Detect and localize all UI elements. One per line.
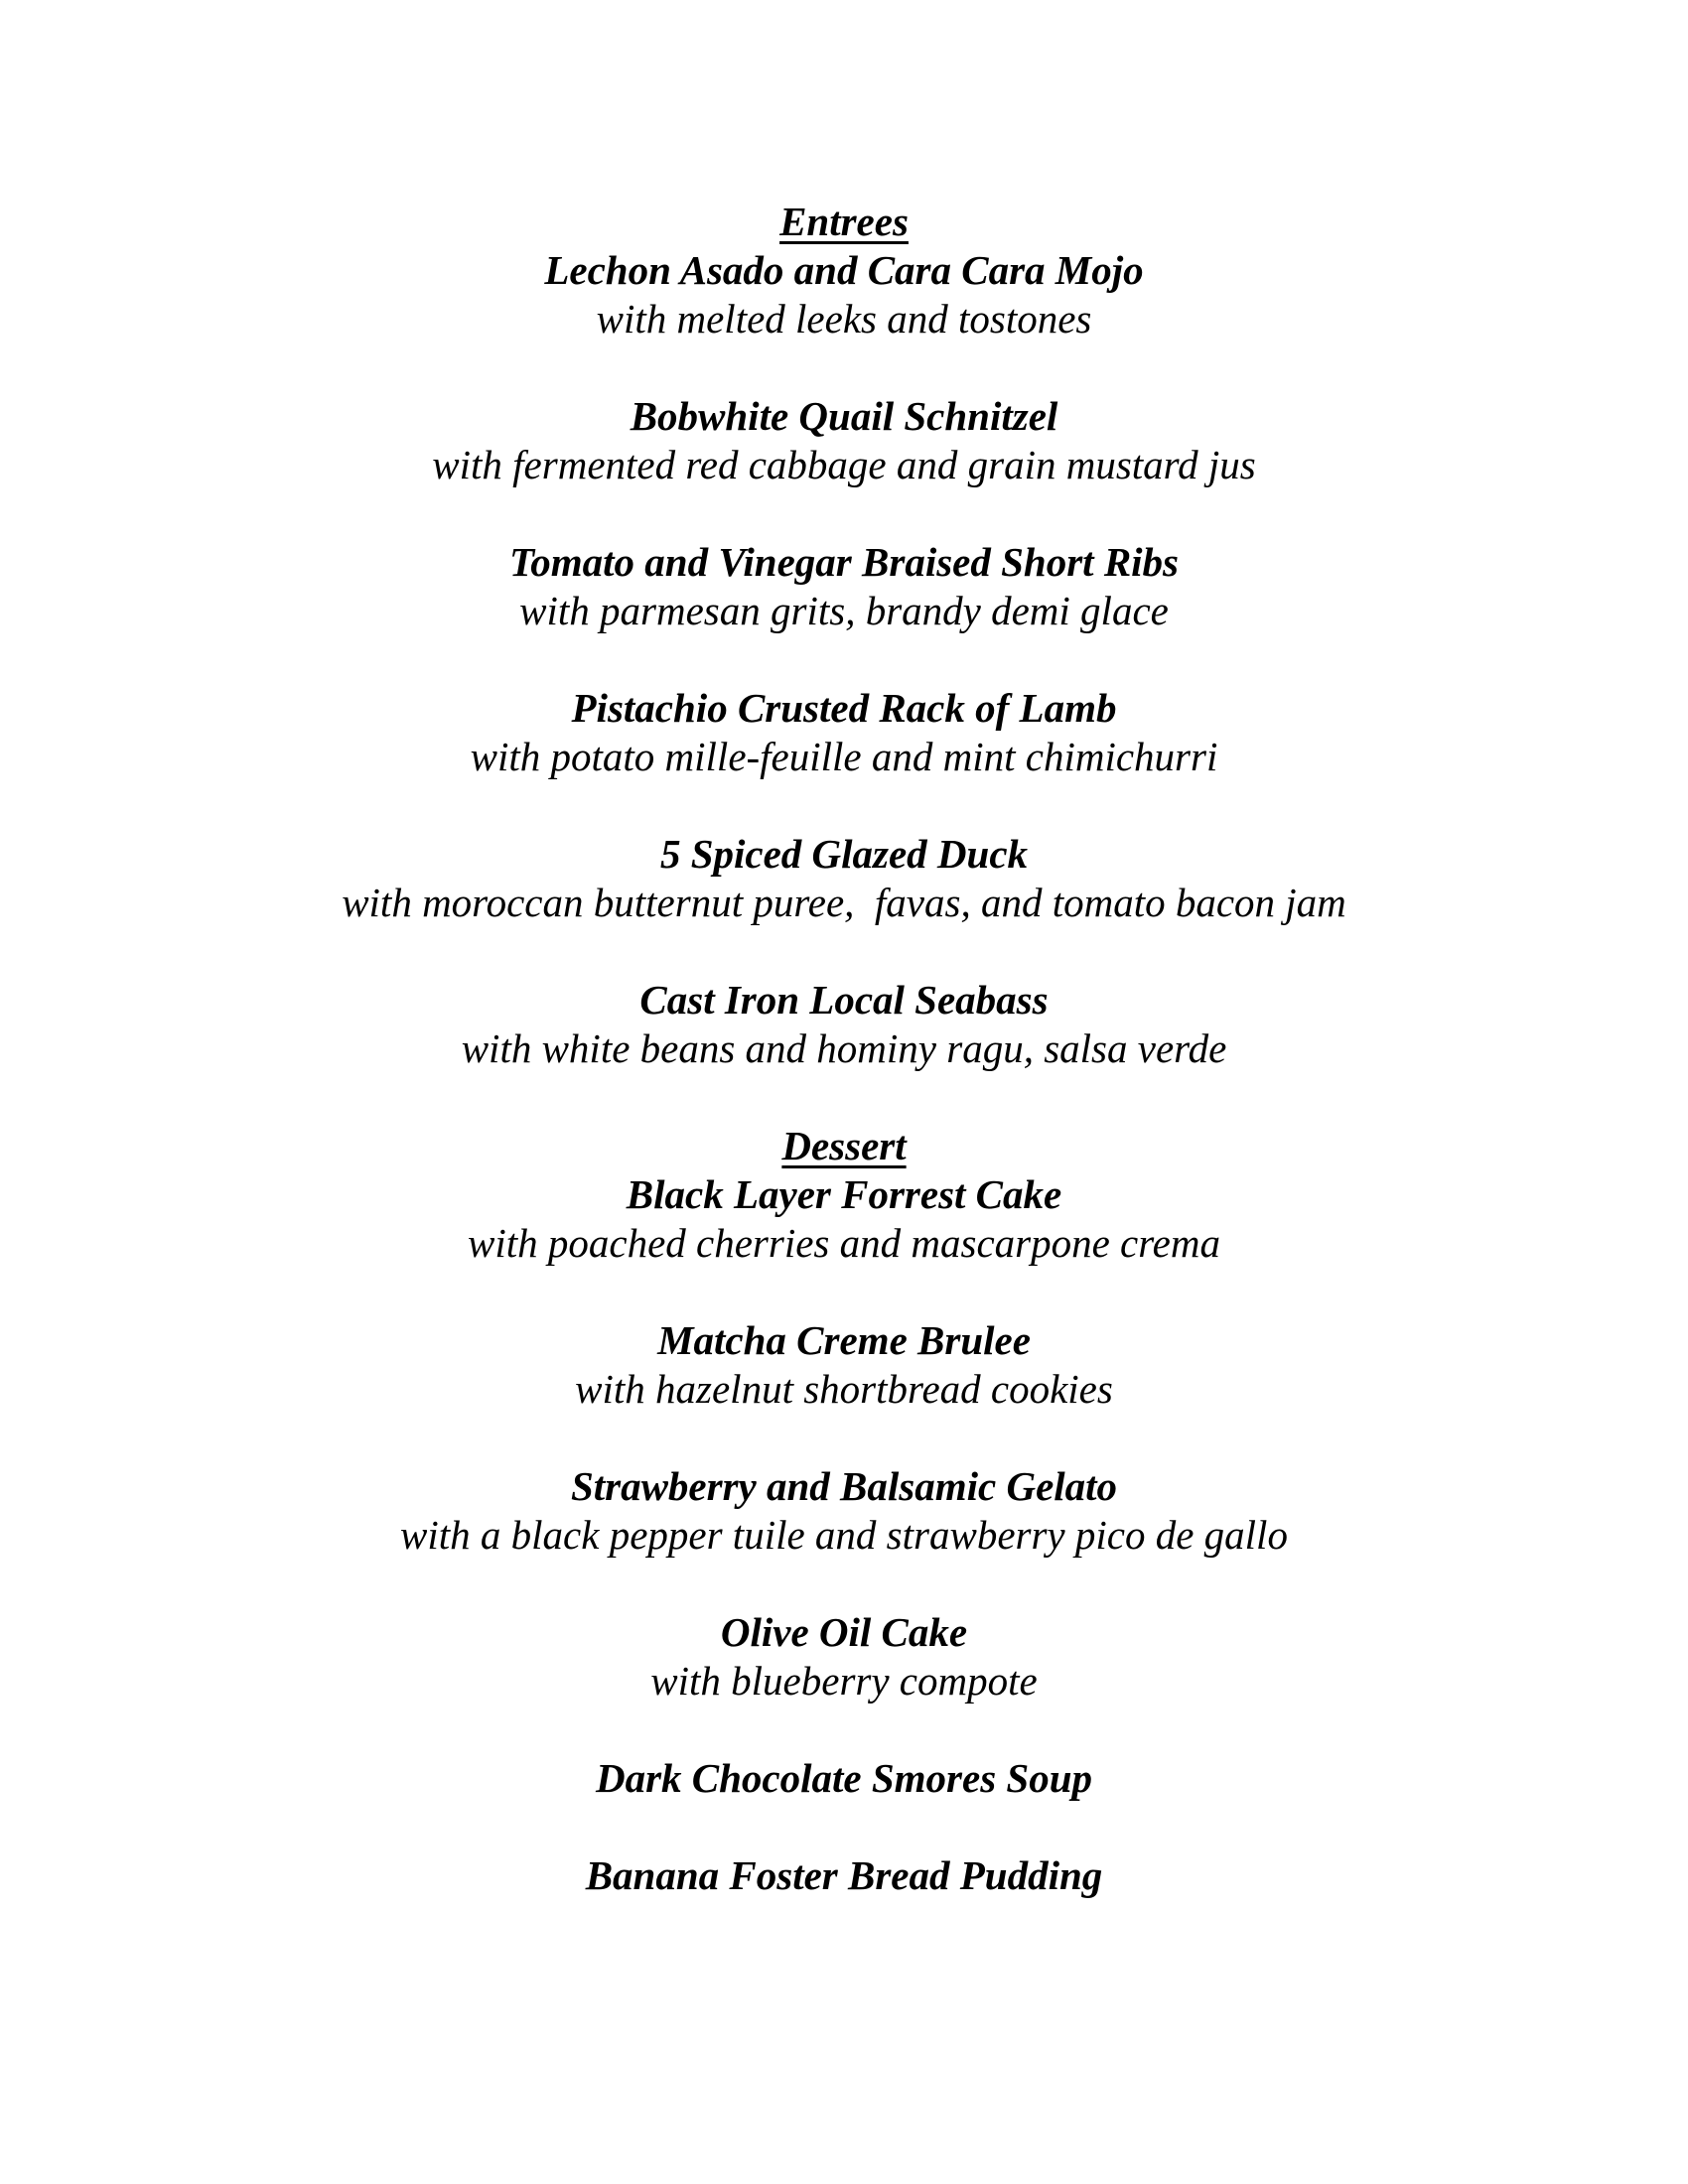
section-entrees [0,198,1688,1073]
section-dessert [0,1122,1688,1900]
menu-item-title: Lechon Asado and Cara Cara Mojo [544,247,1144,293]
menu-item-description: with potato mille-feuille and mint chimichurri [470,734,1218,779]
menu-item-title: Black Layer Forrest Cake [626,1171,1062,1217]
menu-item [0,830,1688,927]
menu-item-title: Olive Oil Cake [720,1609,968,1655]
menu-item-title: Pistachio Crusted Rack of Lamb [571,685,1117,731]
menu-item [0,538,1688,635]
menu-item-description: with melted leeks and tostones [596,296,1092,341]
menu-item [0,1608,1688,1706]
section-dessert-heading-text: Dessert [781,1123,907,1168]
menu-item-description: with moroccan butternut puree, favas, and tomato bacon jam [342,880,1346,925]
menu-item [0,246,1688,343]
menu-item [0,1170,1688,1268]
menu-item [0,684,1688,781]
menu-item-description: with blueberry compote [650,1658,1038,1704]
menu-item [0,1316,1688,1414]
menu-item-description: with hazelnut shortbread cookies [575,1366,1113,1412]
menu-item [0,1851,1688,1900]
menu-item-description: with fermented red cabbage and grain mustard jus [432,442,1256,487]
menu-item-title: Cast Iron Local Seabass [639,977,1049,1023]
menu-item-title: Bobwhite Quail Schnitzel [630,393,1058,439]
menu-item-description: with poached cherries and mascarpone crema [468,1220,1220,1266]
menu-item-title: 5 Spiced Glazed Duck [659,831,1029,877]
menu-item [0,1462,1688,1560]
menu-item-title: Banana Foster Bread Pudding [585,1852,1103,1898]
menu-item-description: with white beans and hominy ragu, salsa verde [461,1025,1227,1071]
menu-item-title: Tomato and Vinegar Braised Short Ribs [508,539,1180,585]
menu-item-description: with a black pepper tuile and strawberry pico de gallo [400,1512,1288,1558]
menu-item [0,976,1688,1073]
menu-item [0,1754,1688,1803]
menu-item-title: Dark Chocolate Smores Soup [595,1755,1093,1801]
menu-item-title: Strawberry and Balsamic Gelato [570,1463,1118,1509]
section-dessert-heading [0,1122,1688,1170]
section-entrees-heading [0,198,1688,246]
section-entrees-heading-text: Entrees [779,199,909,244]
menu-item-description: with parmesan grits, brandy demi glace [519,588,1169,633]
menu-item-title: Matcha Creme Brulee [657,1317,1031,1363]
menu-item [0,392,1688,489]
